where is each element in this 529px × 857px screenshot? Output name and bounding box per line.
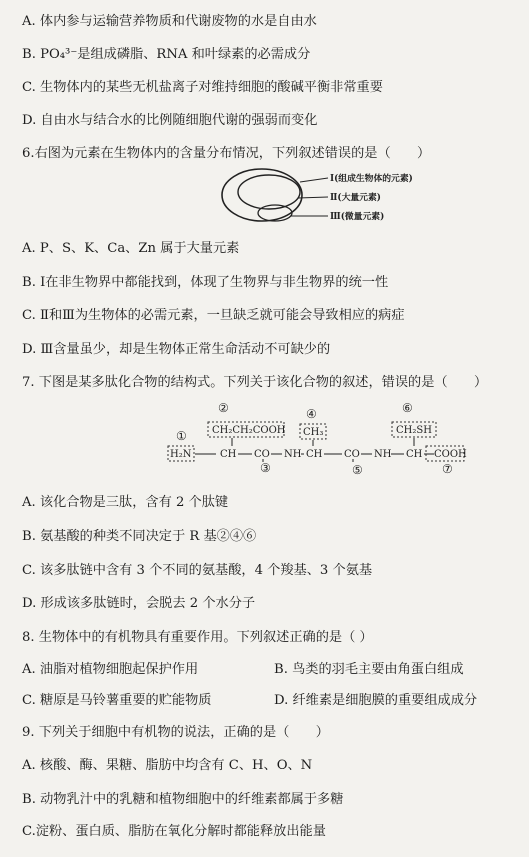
option-d: D. 纤维素是细胞膜的重要组成成分 — [274, 693, 478, 708]
r-group-3: CH₂SH — [396, 425, 432, 436]
nh-2: NH — [374, 449, 392, 460]
ch-3: CH — [406, 449, 423, 460]
option-d: D. 自由水与结合水的比例随细胞代谢的强弱而变化 — [22, 113, 318, 128]
co-2: CO — [344, 449, 360, 460]
option-d: D. Ⅲ含量虽少，却是生物体正常生命活动不可缺少的 — [22, 342, 331, 357]
question-stem: 6.右图为元素在生物体内的含量分布情况，下列叙述错误的是（ ） — [22, 146, 431, 161]
option-c: C. 糖原是马铃薯重要的贮能物质 — [22, 693, 212, 708]
num-2: ② — [218, 401, 229, 415]
num-3: ③ — [260, 461, 271, 475]
option-d: D. 形成该多肽链时，会脱去 2 个水分子 — [22, 596, 256, 611]
label-iii: Ⅲ(微量元素) — [330, 212, 385, 222]
option-b: B. Ⅰ在非生物界中都能找到，体现了生物界与非生物界的统一性 — [22, 275, 389, 290]
option-a: A. 体内参与运输营养物质和代谢废物的水是自由水 — [22, 14, 317, 29]
option-a: A. 油脂对植物细胞起保护作用 — [22, 662, 199, 677]
options-row-2 — [22, 692, 521, 710]
num-6: ⑥ — [402, 401, 413, 415]
option-c: C.淀粉、蛋白质、脂肪在氧化分解时都能释放出能量 — [22, 824, 326, 839]
question-stem: 8. 生物体中的有机物具有重要作用。下列叙述正确的是（ ） — [22, 630, 373, 645]
co-1: CO — [254, 449, 270, 460]
option-c: C. Ⅱ和Ⅲ为生物体的必需元素，一旦缺乏就可能会导致相应的病症 — [22, 308, 405, 323]
option-c: C. 该多肽链中含有 3 个不同的氨基酸，4 个羧基、3 个氨基 — [22, 563, 373, 578]
option-c: C. 生物体内的某些无机盐离子对维持细胞的酸碱平衡非常重要 — [22, 80, 383, 95]
option-a: A. 该化合物是三肽，含有 2 个肽键 — [22, 495, 229, 510]
option-a: A. 核酸、酶、果糖、脂肪中均含有 C、H、O、N — [22, 758, 313, 773]
option-b: B. 动物乳汁中的乳糖和植物细胞中的纤维素都属于多糖 — [22, 792, 344, 807]
label-i: Ⅰ(组成生物体的元素) — [330, 174, 413, 184]
label-ii: Ⅱ(大量元素) — [330, 193, 381, 203]
num-4: ④ — [306, 407, 317, 421]
question-stem: 7. 下图是某多肽化合物的结构式。下列关于该化合物的叙述，错误的是（ ） — [22, 375, 488, 390]
option-b: B. PO₄³⁻是组成磷脂、RNA 和叶绿素的必需成分 — [22, 47, 311, 62]
polypeptide-structural-formula — [160, 400, 510, 480]
ch-2: CH — [306, 449, 323, 460]
nh-1: NH — [284, 449, 302, 460]
ch-1: CH — [220, 449, 237, 460]
amino-group: H₂N — [170, 449, 192, 460]
num-5: ⑤ — [352, 463, 363, 477]
option-a: A. P、S、K、Ca、Zn 属于大量元素 — [22, 241, 240, 256]
carboxyl-group: COOH — [434, 449, 467, 460]
r-group-1: CH₂CH₂COOH — [212, 425, 286, 436]
question-stem: 9. 下列关于细胞中有机物的说法，正确的是（ ） — [22, 725, 329, 740]
options-row-1 — [22, 661, 521, 679]
r-group-2: CH₃ — [303, 427, 324, 438]
element-venn-diagram — [220, 166, 420, 230]
option-b: B. 氨基酸的种类不同决定于 R 基②④⑥ — [22, 529, 257, 544]
num-7: ⑦ — [442, 462, 453, 476]
num-1: ① — [176, 429, 187, 443]
option-b: B. 鸟类的羽毛主要由角蛋白组成 — [274, 662, 464, 677]
